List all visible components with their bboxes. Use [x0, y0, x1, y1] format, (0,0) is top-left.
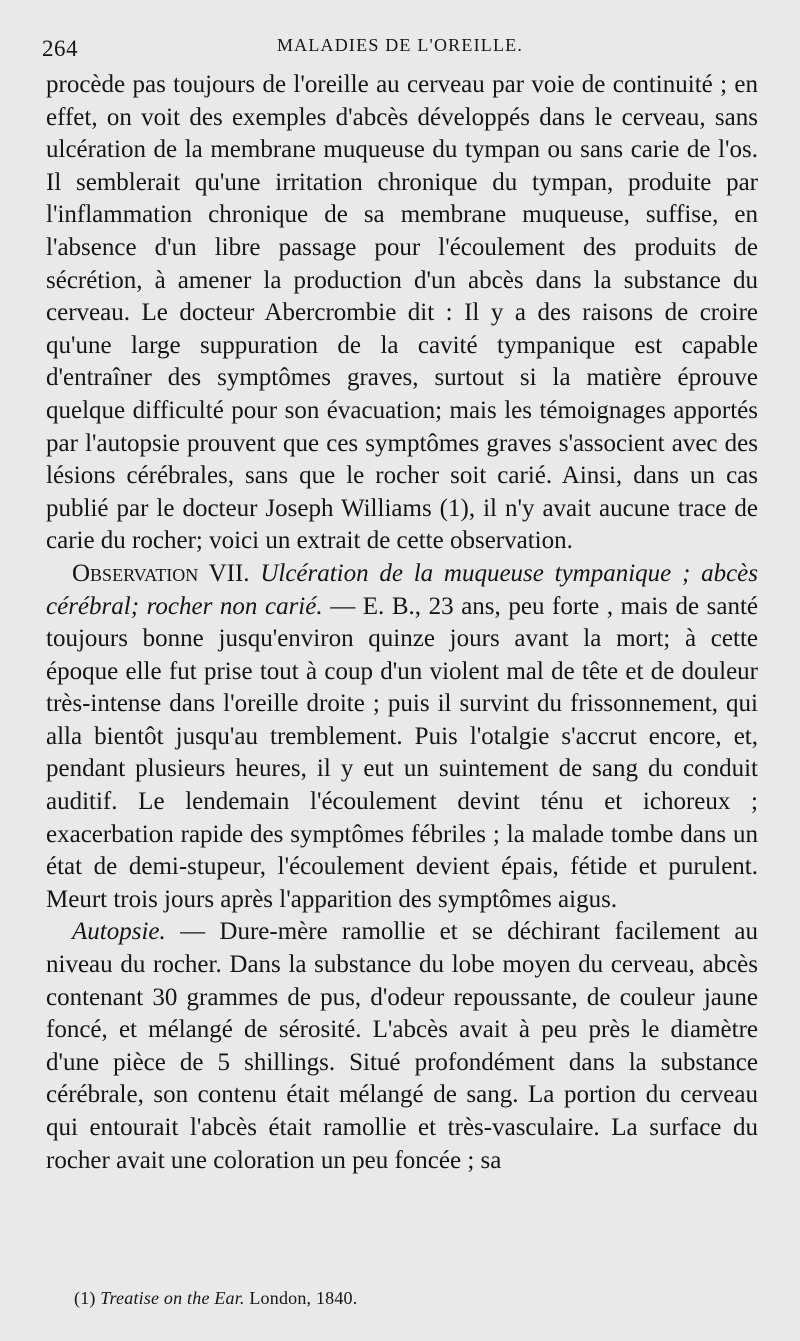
autopsy-paragraph: [46, 916, 758, 1177]
autopsy-text: — Dure-mère ramollie et se déchirant facilement au niveau du rocher. Dans la substance du lobe moyen du cerveau, abcès contenant 30 grammes de pus, d'odeur repoussante, de couleur jaune foncé, et mélangé de sérosité. L'abcès avait à peu près le diamètre d'une pièce de 5 shillings. Situé profondément dans la substance cérébrale, son contenu était mélangé de sang. La portion du cerveau qui entourait l'abcès était ramollie et très-vasculaire. La surface du rocher avait une coloration un peu foncée ; sa: [46, 918, 758, 1174]
observation-paragraph: [46, 558, 758, 917]
page-number: 264: [42, 36, 78, 61]
observation-title: Ulcération de la muqueuse tympanique ; abcès cérébral; rocher non carié.: [46, 559, 759, 620]
paragraph-introduction: procède pas toujours de l'oreille au cerveau par voie de continuité ; en effet, on voit des exemples d'abcès développés dans le cerveau, sans ulcération de la membrane muqueuse du tympan ou sans carie de l'os. Il semblerait qu'une irritation chronique du tympan, produite par l'inflammation chronique de sa membrane muqueuse, suffise, en l'absence d'un libre passage pour l'écoulement des produits de sécrétion, à amener la production d'un abcès dans la substance du cerveau. Le docteur Abercrombie dit : Il y a des raisons de croire qu'une large suppuration de la cavité tympanique est capable d'entraîner des symptômes graves, surtout si la matière éprouve quelque difficulté pour son évacuation; mais les témoignages apportés par l'autopsie prouvent que ces symptômes graves s'associent avec des lésions cérébrales, sans que le rocher soit carié. Ainsi, dans un cas publié par le docteur Joseph Williams (1), il n'y avait aucune trace de carie du rocher; voici un extrait de cette observation.: [46, 71, 758, 555]
observation-label: Observation VII.: [72, 559, 250, 587]
footnote: [74, 1288, 357, 1309]
footnote-marker: (1): [74, 1288, 96, 1308]
observation-text: — E. B., 23 ans, peu forte , mais de santé toujours bonne jusqu'environ quinze jours avant la mort; à cette époque elle fut prise tout à coup d'un violent mal de tête et de douleur très-intense dans l'oreille droite ; puis il survint du frissonnement, qui alla bientôt jusqu'au tremblement. Puis l'otalgie s'accrut encore, et, pendant plusieurs heures, il y eut un suintement de sang du conduit auditif. Le lendemain l'écoulement devint ténu et ichoreux ; exacerbation rapide des symptômes fébriles ; la malade tombe dans un état de demi-stupeur, l'écoulement devient épais, fétide et purulent. Meurt trois jours après l'apparition des symptômes aigus.: [46, 592, 758, 913]
footnote-location: London, 1840.: [249, 1288, 358, 1308]
main-text: [46, 69, 758, 1177]
autopsy-label: Autopsie.: [72, 918, 166, 946]
page-header: [42, 28, 758, 61]
running-title: MALADIES DE L'OREILLE.: [276, 35, 524, 55]
footnote-title: Treatise on the Ear.: [100, 1288, 245, 1308]
